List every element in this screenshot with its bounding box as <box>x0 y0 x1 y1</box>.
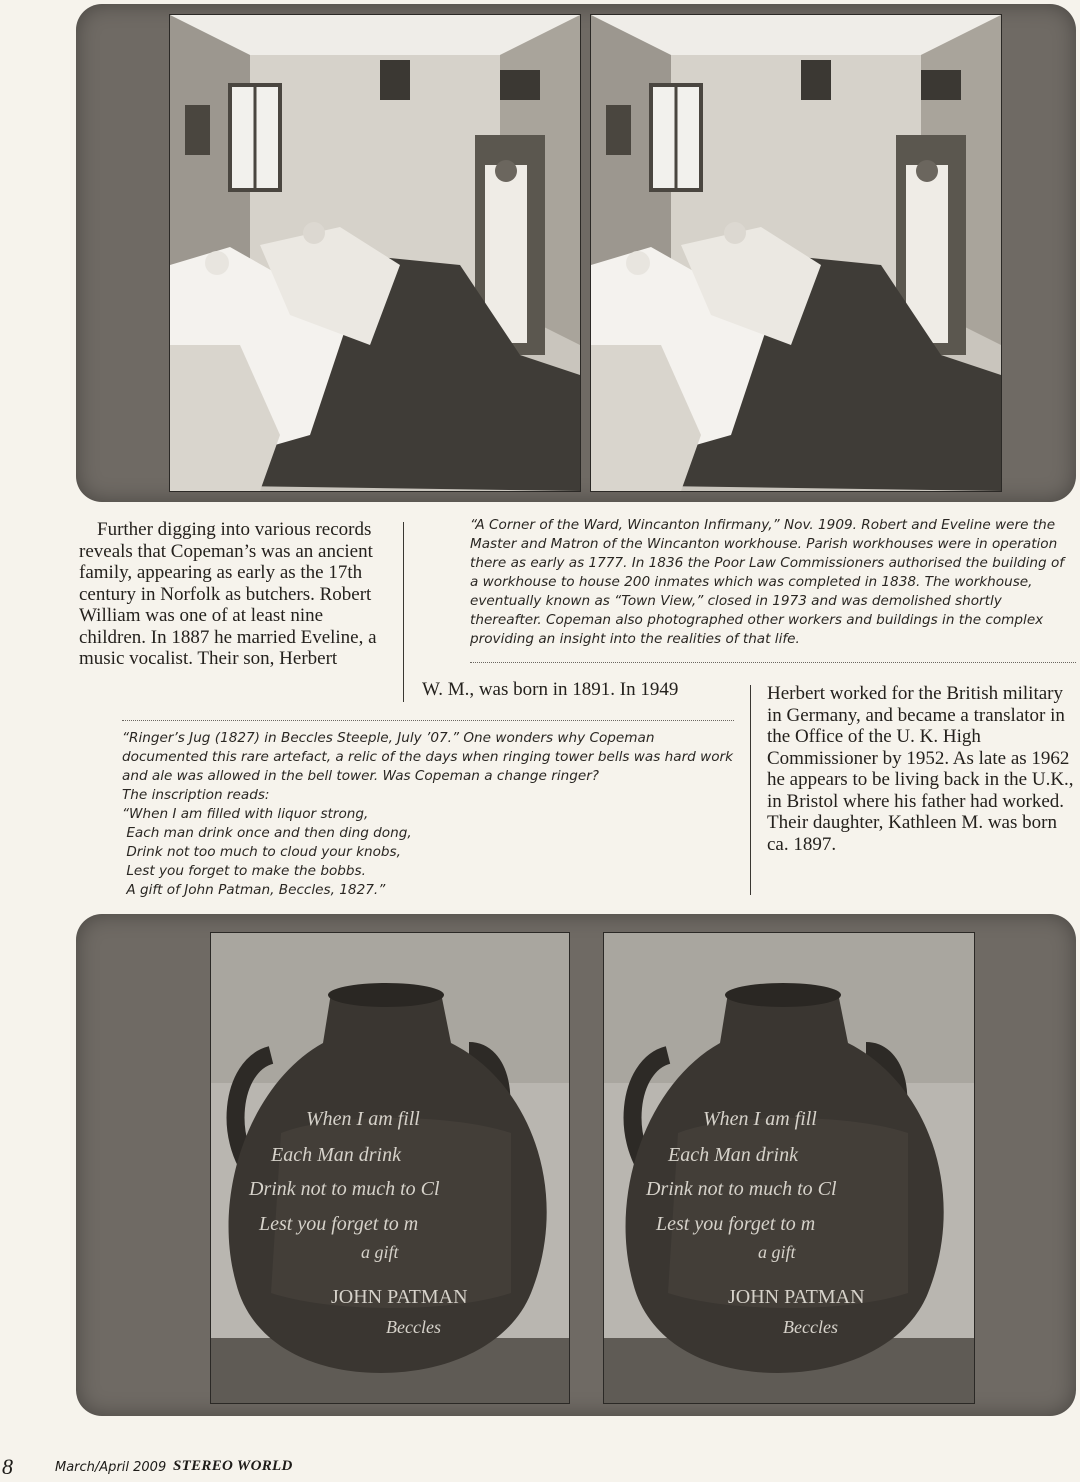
ward-photo-left <box>169 14 581 492</box>
column-divider-1 <box>403 522 404 702</box>
caption-ward-rule <box>470 662 1076 663</box>
caption-ward <box>470 516 1074 649</box>
jug-photo-right <box>603 932 975 1404</box>
jug-right-inscription-3: Drink not to much to Cl <box>646 1178 837 1200</box>
caption-jug <box>122 729 736 900</box>
issue-date: March/April 2009 <box>55 1460 167 1475</box>
body-paragraph-2: W. M., was born in 1891. In 1949 <box>422 679 679 700</box>
body-text-column-1 <box>79 519 391 670</box>
jug-left-inscription-5: a gift <box>361 1242 399 1262</box>
caption-jug-verse-4: Lest you forget to make the bobbs. <box>122 863 366 879</box>
jug-left-inscription-2: Each Man drink <box>271 1144 401 1166</box>
caption-jug-rule <box>122 720 734 721</box>
caption-jug-intro: “Ringer’s Jug (1827) in Beccles Steeple, July ’07.” One wonders why Copeman documented this rare artefact, a relic of the days when ringing tower bells was hard work and ale was allowed in the bell tower. Was Copeman a change ringer? <box>122 730 734 784</box>
body-paragraph-3: Herbert worked for the British military in Germany, and became a translator in the Office of the U. K. High Commissioner by 1952. As late as 1962 he appears to be living back in the U.K., in Bristol where his father had worked. Their daughter, Kathleen M. was born ca. 1897. <box>767 683 1074 855</box>
ward-photo-right <box>590 14 1002 492</box>
jug-right-inscription-2: Each Man drink <box>668 1144 798 1166</box>
page-number: 8 <box>2 1454 13 1479</box>
body-text-column-2 <box>422 679 742 701</box>
column-divider-2 <box>750 685 751 895</box>
stereoview-card-ward <box>76 4 1076 502</box>
body-text-column-3 <box>767 683 1079 855</box>
caption-jug-verse-1: “When I am filled with liquor strong, <box>122 806 369 822</box>
jug-left-inscription-3: Drink not to much to Cl <box>249 1178 440 1200</box>
jug-left-inscription-6: JOHN PATMAN <box>331 1286 468 1308</box>
body-paragraph-1: Further digging into various records reveals that Copeman’s was an ancient family, appearing as early as the 17th century in Norfolk as butchers. Robert William was one of at least nine children. In 1887 he married Eveline, a music vocalist. Their son, Herbert <box>79 519 377 669</box>
page-footer <box>0 1452 1080 1482</box>
stereoview-card-jug <box>76 914 1076 1416</box>
caption-jug-lead: The inscription reads: <box>122 787 270 803</box>
caption-ward-text: “A Corner of the Ward, Wincanton Infirmany,” Nov. 1909. Robert and Eveline were the Master and Matron of the Wincanton workhouse. Parish workhouses were in operation there as early as 1777. In 1836 the Poor Law Commissioners authorised the building of a workhouse to house 200 inmates which was completed in 1838. The workhouse, eventually known as “Town View,” closed in 1973 and was demolished shortly thereafter. Copeman also photographed other workers and buildings in the complex providing an insight into the realities of that life. <box>470 517 1065 647</box>
jug-left-inscription-4: Lest you forget to m <box>259 1213 419 1235</box>
caption-jug-verse-5: A gift of John Patman, Beccles, 1827.” <box>122 882 386 898</box>
jug-right-inscription-4: Lest you forget to m <box>656 1213 816 1235</box>
magazine-title: STEREO WORLD <box>173 1458 293 1474</box>
jug-right-inscription-7: Beccles <box>783 1317 838 1337</box>
jug-right-inscription-6: JOHN PATMAN <box>728 1286 865 1308</box>
jug-photo-left <box>210 932 570 1404</box>
jug-right-inscription-1: When I am fill <box>703 1108 817 1130</box>
jug-left-inscription-1: When I am fill <box>306 1108 420 1130</box>
jug-right-inscription-5: a gift <box>758 1242 796 1262</box>
caption-jug-verse-3: Drink not too much to cloud your knobs, <box>122 844 401 860</box>
jug-left-inscription-7: Beccles <box>386 1317 441 1337</box>
caption-jug-verse-2: Each man drink once and then ding dong, <box>122 825 412 841</box>
